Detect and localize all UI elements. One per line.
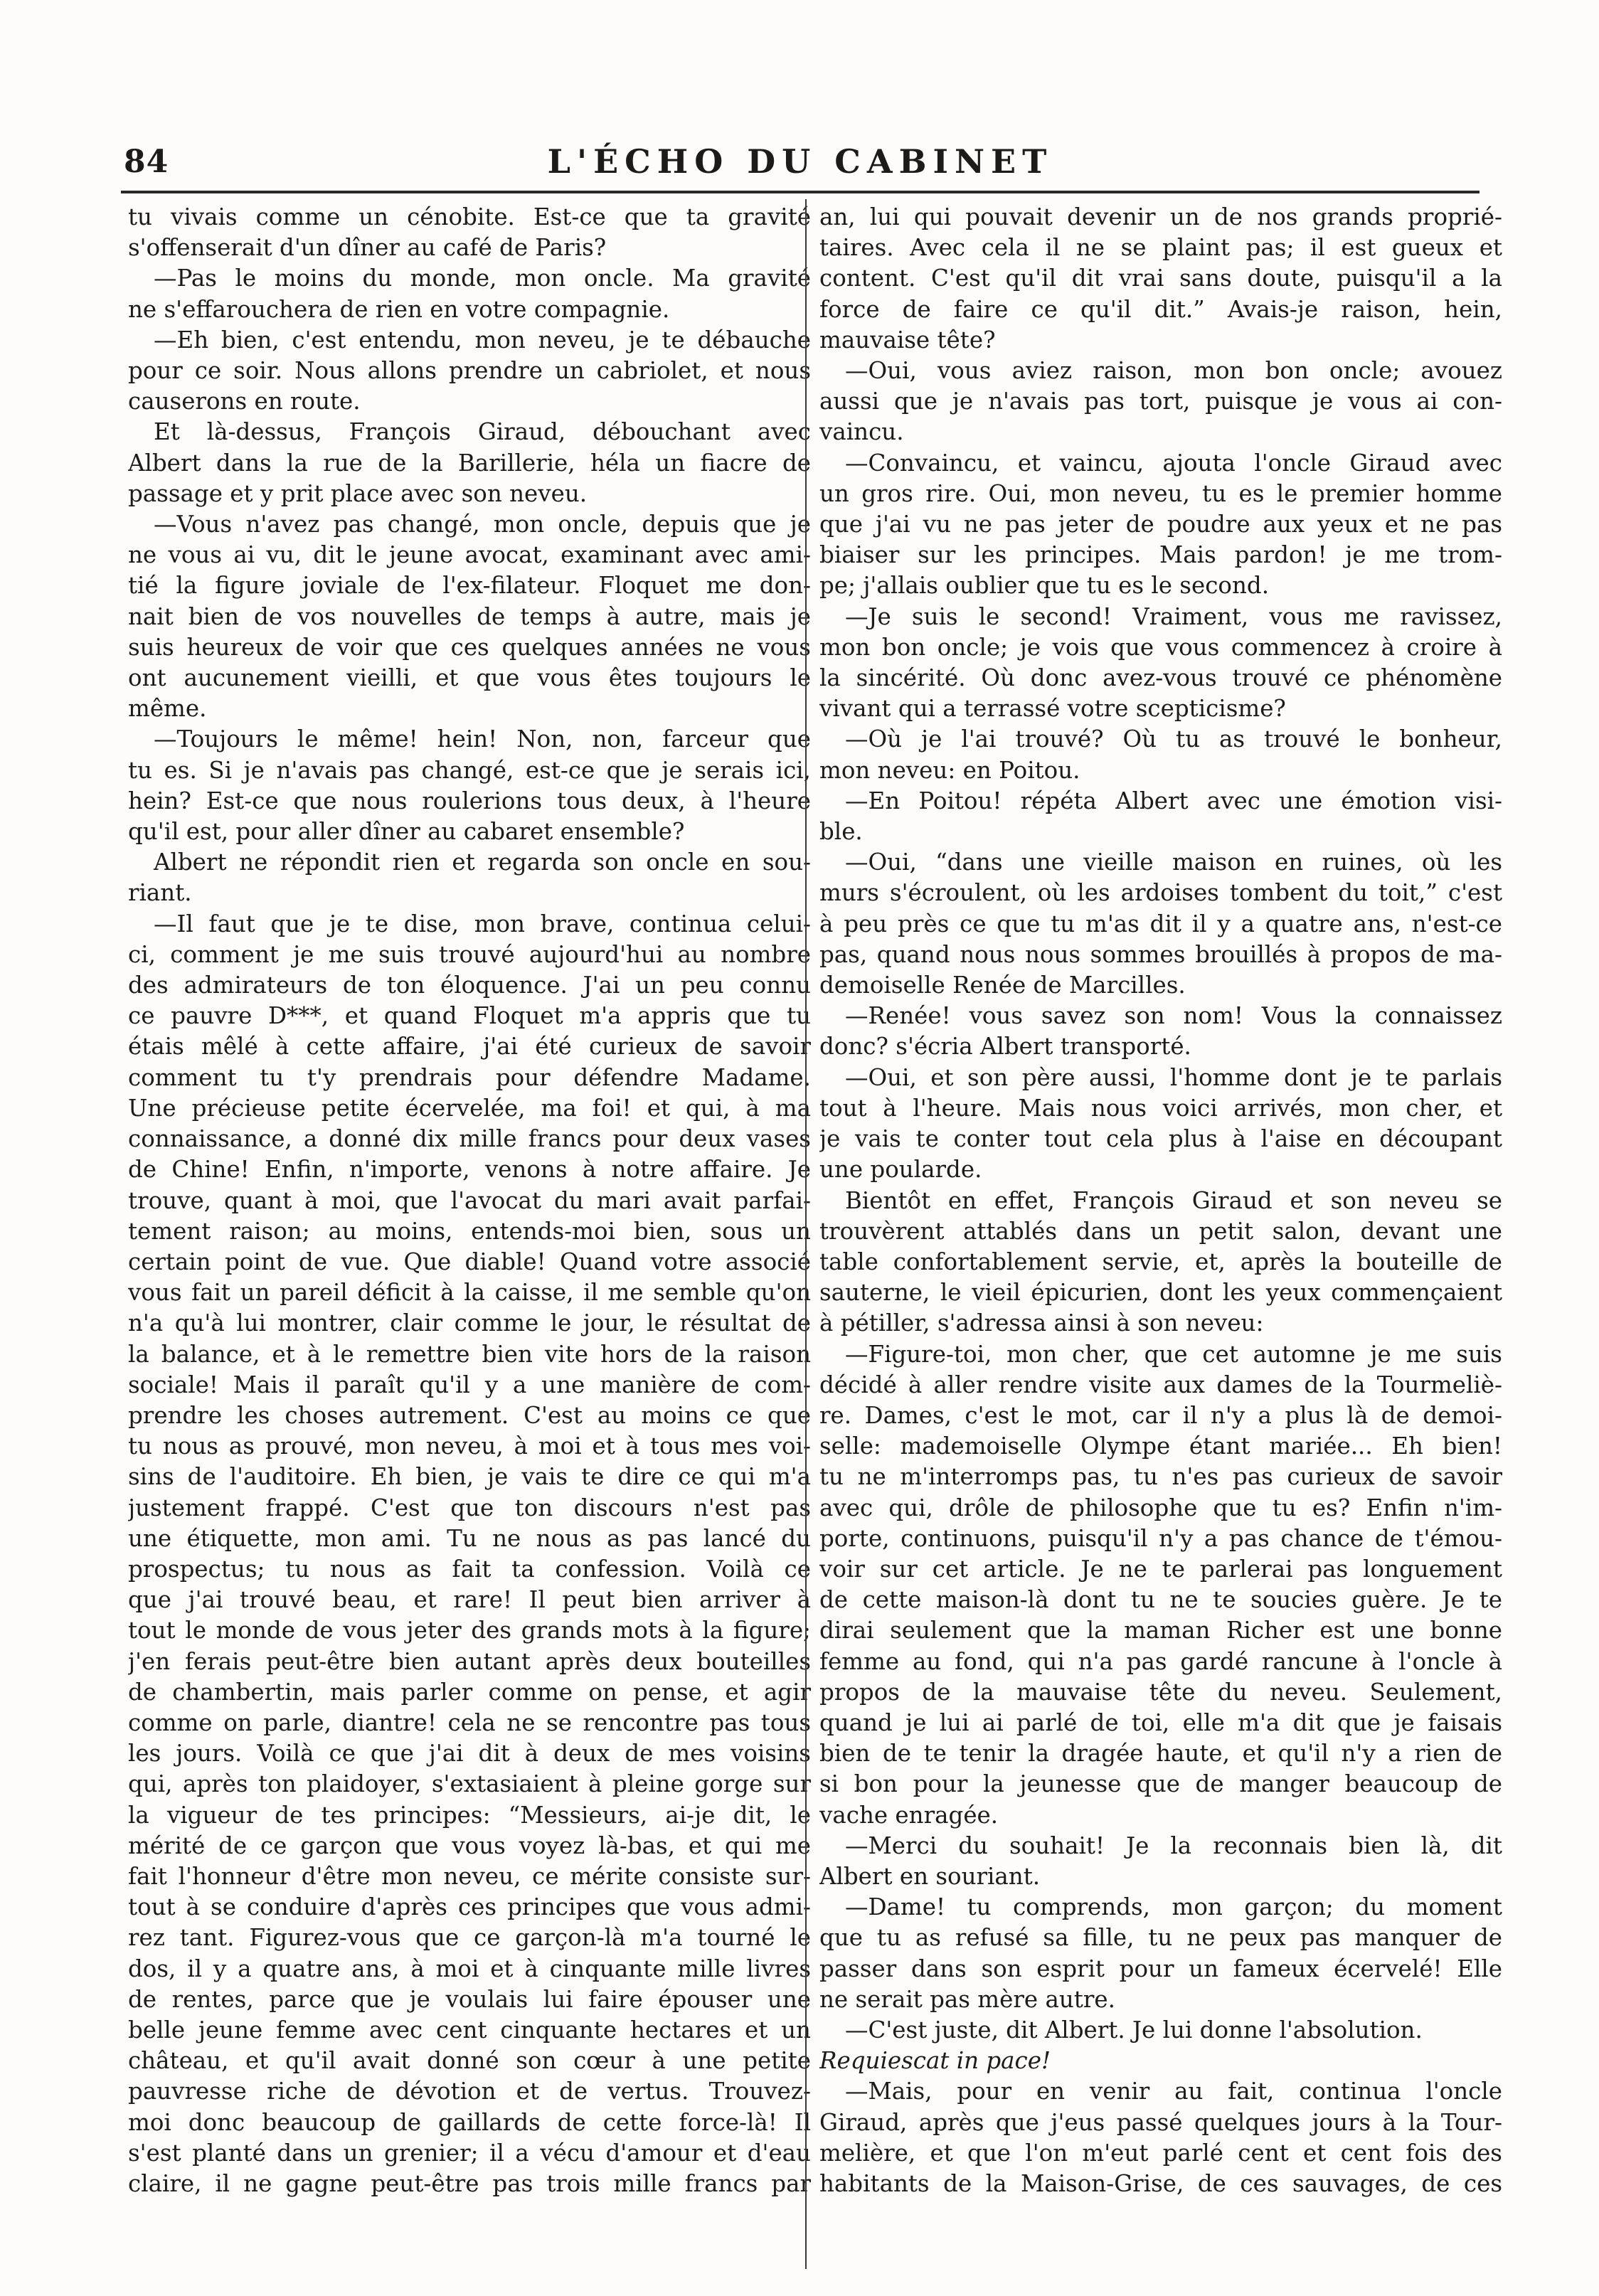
text-line: sauterne, le vieil épicurien, dont les yeux commençaient bbox=[819, 1279, 1502, 1307]
text-line: tout à se conduire d'après ces principes que vous admi- bbox=[128, 1893, 811, 1921]
text-line: comme on parle, diantre! cela ne se rencontre pas tous bbox=[128, 1708, 811, 1736]
text-line: tu vivais comme un cénobite. Est-ce que ta gravité bbox=[128, 203, 811, 230]
text-line: porte, continuons, puisqu'il n'y a pas chance de t'émou- bbox=[819, 1524, 1502, 1552]
text-line: de chambertin, mais parler comme on pense, et agir bbox=[128, 1678, 811, 1706]
text-line: une poularde. bbox=[819, 1156, 982, 1184]
text-line: —Renée! vous savez son nom! Vous la connaissez bbox=[845, 1002, 1502, 1030]
text-line: tement raison; au moins, entends-moi bien, sous un bbox=[128, 1217, 811, 1245]
text-line: —Eh bien, c'est entendu, mon neveu, je te débauche bbox=[154, 326, 811, 354]
text-line: ce pauvre D***, et quand Floquet m'a appris que tu bbox=[128, 1002, 811, 1030]
text-line: taires. Avec cela il ne se plaint pas; il est gueux et bbox=[819, 234, 1502, 262]
text-line: causerons en route. bbox=[128, 388, 361, 415]
text-line: tu ne m'interromps pas, tu n'es pas curieux de savoir bbox=[819, 1463, 1502, 1491]
text-line: riant. bbox=[128, 879, 192, 907]
text-line: propos de la mauvaise tête du neveu. Seulement, bbox=[819, 1678, 1502, 1706]
text-line: tout à l'heure. Mais nous voici arrivés, mon cher, et bbox=[819, 1094, 1502, 1122]
text-line: des admirateurs de ton éloquence. J'ai un peu connu bbox=[128, 972, 811, 999]
text-line: Albert ne répondit rien et regarda son oncle en sou- bbox=[154, 849, 811, 876]
text-line: n'a qu'à lui montrer, clair comme le jour, le résultat de bbox=[128, 1309, 811, 1337]
text-line: pauvresse riche de dévotion et de vertus. Trouvez- bbox=[128, 2078, 811, 2105]
text-line: —Figure-toi, mon cher, que cet automne je me suis bbox=[845, 1340, 1502, 1368]
text-line: j'en ferais peut-être bien autant après deux bouteilles bbox=[128, 1647, 811, 1675]
text-line: bien de te tenir la dragée haute, et qu'il n'y a rien de bbox=[819, 1740, 1502, 1768]
text-line: donc? s'écria Albert transporté. bbox=[819, 1033, 1191, 1061]
text-line: la sincérité. Où donc avez-vous trouvé ce phénomène bbox=[819, 664, 1502, 692]
text-line: —Mais, pour en venir au fait, continua l'oncle bbox=[845, 2078, 1502, 2105]
text-line: —Dame! tu comprends, mon garçon; du moment bbox=[845, 1893, 1502, 1921]
text-line: —C'est juste, dit Albert. Je lui donne l'absolution. bbox=[845, 2016, 1423, 2043]
text-line: ne s'effaroucherа de rien en votre compagnie. bbox=[128, 295, 670, 323]
text-line: vivant qui a terrassé votre scepticisme? bbox=[819, 695, 1286, 723]
text-line: quand je lui ai parlé de toi, elle m'a dit que je faisais bbox=[819, 1708, 1502, 1736]
text-line: étais mêlé à cette affaire, j'ai été curieux de savoir bbox=[128, 1033, 811, 1061]
text-line: pas, quand nous nous sommes brouillés à propos de ma- bbox=[819, 940, 1502, 968]
text-line: hein? Est-ce que nous roulerions tous deux, à l'heure bbox=[128, 787, 811, 814]
text-line: même. bbox=[128, 695, 207, 723]
text-line: table confortablement servie, et, après la bouteille de bbox=[819, 1248, 1502, 1275]
text-line: Une précieuse petite écervelée, ma foi! et qui, à ma bbox=[128, 1094, 811, 1122]
text-line: suis heureux de voir que ces quelques années ne vous bbox=[128, 633, 811, 661]
column-divider bbox=[805, 199, 807, 2269]
text-line: ont aucunement vieilli, et que vous êtes toujours le bbox=[128, 664, 811, 692]
text-line: dos, il y a quatre ans, à moi et à cinquante mille livres bbox=[128, 1955, 811, 1982]
text-line: si bon pour la jeunesse que de manger beaucoup de bbox=[819, 1770, 1502, 1798]
text-line: pe; j'allais oublier que tu es le second. bbox=[819, 572, 1270, 600]
text-line: —Vous n'avez pas changé, mon oncle, depuis que je bbox=[154, 511, 811, 538]
text-line: prospectus; tu nous as fait ta confession. Voilà ce bbox=[128, 1555, 811, 1583]
text-line: tout le monde de vous jeter des grands mots à la figure; bbox=[128, 1617, 811, 1644]
text-line: voir sur cet article. Je ne te parlerai pas longuement bbox=[819, 1555, 1502, 1583]
text-line: les jours. Voilà ce que j'ai dit à deux de mes voisins bbox=[128, 1740, 811, 1768]
text-line: —Oui, “dans une vieille maison en ruines, où les bbox=[845, 849, 1502, 876]
text-line: passage et y prit place avec son neveu. bbox=[128, 479, 588, 507]
text-line: la vigueur de tes principes: “Messieurs, ai-je dit, le bbox=[128, 1801, 811, 1829]
text-line: —Merci du souhait! Je la reconnais bien là, dit bbox=[845, 1832, 1502, 1859]
text-line: trouvèrent attablés dans un petit salon, devant une bbox=[819, 1217, 1502, 1245]
text-line: à pétiller, s'adressa ainsi à son neveu: bbox=[819, 1309, 1264, 1337]
text-line: —Pas le moins du monde, mon oncle. Ma gravité bbox=[154, 265, 811, 292]
text-line: la balance, et à le remettre bien vite hors de la raison bbox=[128, 1340, 811, 1368]
text-line: —Où je l'ai trouvé? Où tu as trouvé le bonheur, bbox=[845, 726, 1502, 753]
text-line: ne vous ai vu, dit le jeune avocat, examinant avec ami- bbox=[128, 541, 811, 569]
text-line: biaiser sur les principes. Mais pardon! je me trom- bbox=[819, 541, 1502, 569]
text-line: s'est planté dans un grenier; il a vécu d'amour et d'eau bbox=[128, 2139, 811, 2167]
text-line: trouve, quant à moi, que l'avocat du mari avait parfai- bbox=[128, 1186, 811, 1214]
text-line: re. Dames, c'est le mot, car il n'y a plus là de demoi- bbox=[819, 1401, 1502, 1429]
text-line: an, lui qui pouvait devenir un de nos grands proprié- bbox=[819, 203, 1502, 230]
text-line: ci, comment je me suis trouvé aujourd'hui au nombre bbox=[128, 940, 811, 968]
text-line: mon neveu: en Poitou. bbox=[819, 756, 1080, 784]
text-line: Et là-dessus, François Giraud, débouchant avec bbox=[154, 418, 811, 446]
text-line: habitants de la Maison-Grise, de ces sauvages, de ces bbox=[819, 2170, 1502, 2197]
text-line: passer dans son esprit pour un fameux écervelé! Elle bbox=[819, 1955, 1502, 1982]
text-line: tié la figure joviale de l'ex-filateur. Floquet me don- bbox=[128, 572, 811, 600]
text-line: connaissance, a donné dix mille francs pour deux vases bbox=[128, 1125, 811, 1153]
text-line: de cette maison-là dont tu ne te soucies guère. Je te bbox=[819, 1586, 1502, 1614]
text-line: —En Poitou! répéta Albert avec une émotion visi- bbox=[845, 787, 1502, 814]
text-line: sins de l'auditoire. Eh bien, je vais te dire ce qui m'a bbox=[128, 1463, 811, 1491]
text-line: qui, après ton plaidoyer, s'extasiaient à pleine gorge sur bbox=[128, 1770, 811, 1798]
header-rule bbox=[121, 191, 1480, 193]
text-line: Bientôt en effet, François Giraud et son neveu se bbox=[845, 1186, 1502, 1214]
text-line: mérité de ce garçon que vous voyez là-bas, et qui me bbox=[128, 1832, 811, 1859]
text-line: —Je suis le second! Vraiment, vous me ravissez, bbox=[845, 602, 1502, 630]
text-line: dirai seulement que la maman Richer est une bonne bbox=[819, 1617, 1502, 1644]
text-line: certain point de vue. Que diable! Quand votre associé bbox=[128, 1248, 811, 1275]
text-line: nait bien de vos nouvelles de temps à autre, mais je bbox=[128, 602, 811, 630]
running-title: L'ÉCHO DU CABINET bbox=[547, 142, 1053, 181]
text-line: tu es. Si je n'avais pas changé, est-ce que je serais ici, bbox=[128, 756, 811, 784]
text-line: de rentes, parce que je voulais lui faire épouser une bbox=[128, 1985, 811, 2013]
text-line: Albert dans la rue de la Barillerie, héla un fiacre de bbox=[128, 449, 811, 477]
text-line: force de faire ce qu'il dit.” Avais-je raison, hein, bbox=[819, 295, 1502, 323]
text-line: femme au fond, qui n'a pas gardé rancune à l'oncle à bbox=[819, 1647, 1502, 1675]
text-line: —Oui, vous aviez raison, mon bon oncle; avouez bbox=[845, 357, 1502, 385]
text-line: pour ce soir. Nous allons prendre un cabriolet, et nous bbox=[128, 357, 811, 385]
text-line: avec qui, drôle de philosophe que tu es? Enfin n'im- bbox=[819, 1494, 1502, 1521]
text-line: que j'ai trouvé beau, et rare! Il peut bien arriver à bbox=[128, 1586, 811, 1614]
text-line: ble. bbox=[819, 818, 863, 846]
text-line: ne serait pas mère autre. bbox=[819, 1985, 1115, 2013]
text-line: sociale! Mais il paraît qu'il y a une manière de com- bbox=[128, 1371, 811, 1398]
text-line: de Chine! Enfin, n'importe, venons à notre affaire. Je bbox=[128, 1156, 811, 1184]
text-line: content. C'est qu'il dit vrai sans doute, puisqu'il a la bbox=[819, 265, 1502, 292]
text-line: que j'ai vu ne pas jeter de poudre aux yeux et ne pas bbox=[819, 511, 1502, 538]
left-column bbox=[128, 202, 811, 2199]
right-column bbox=[819, 202, 1502, 2199]
text-line: murs s'écroulent, où les ardoises tombent du toit,” c'est bbox=[819, 879, 1502, 907]
text-line: —Convaincu, et vaincu, ajouta l'oncle Giraud avec bbox=[845, 449, 1502, 477]
text-line: aussi que je n'avais pas tort, puisque je vous ai con- bbox=[819, 388, 1502, 415]
page-header bbox=[121, 139, 1480, 184]
text-line: selle: mademoiselle Olympe étant mariée... Eh bien! bbox=[819, 1433, 1502, 1460]
text-line: moi donc beaucoup de gaillards de cette force-là! Il bbox=[128, 2108, 811, 2136]
text-line: mauvaise tête? bbox=[819, 326, 996, 354]
text-line: Requiescat in pace! bbox=[819, 2047, 1051, 2075]
text-line: vache enragée. bbox=[819, 1801, 999, 1829]
text-line: fait l'honneur d'être mon neveu, ce mérite consiste sur- bbox=[128, 1862, 811, 1890]
text-line: rez tant. Figurez-vous que ce garçon-là m'a tourné le bbox=[128, 1924, 811, 1952]
text-line: un gros rire. Oui, mon neveu, tu es le premier homme bbox=[819, 479, 1502, 507]
text-line: —Oui, et son père aussi, l'homme dont je te parlais bbox=[845, 1063, 1502, 1091]
text-line: tu nous as prouvé, mon neveu, à moi et à tous mes voi- bbox=[128, 1433, 811, 1460]
text-line: une étiquette, mon ami. Tu ne nous as pas lancé du bbox=[128, 1524, 811, 1552]
text-line: qu'il est, pour aller dîner au cabaret ensemble? bbox=[128, 818, 685, 846]
text-line: demoiselle Renée de Marcilles. bbox=[819, 972, 1186, 999]
text-line: comment tu t'y prendrais pour défendre Madame. bbox=[128, 1063, 811, 1091]
text-line: —Toujours le même! hein! Non, non, farceur que bbox=[154, 726, 811, 753]
text-line: s'offenserait d'un dîner au café de Paris? bbox=[128, 234, 607, 262]
text-line: Albert en souriant. bbox=[819, 1862, 1041, 1890]
text-line: claire, il ne gagne peut-être pas trois mille francs par bbox=[128, 2170, 811, 2197]
page-number: 84 bbox=[124, 144, 169, 180]
text-line: vous fait un pareil déficit à la caisse, il me semble qu'on bbox=[128, 1279, 811, 1307]
text-line: je vais te conter tout cela plus à l'aise en découpant bbox=[819, 1125, 1502, 1153]
text-line: château, et qu'il avait donné son cœur à une petite bbox=[128, 2047, 811, 2075]
text-line: belle jeune femme avec cent cinquante hectares et un bbox=[128, 2016, 811, 2043]
text-line: que tu as refusé sa fille, tu ne peux pas manquer de bbox=[819, 1924, 1502, 1952]
text-line: melière, et que l'on m'eut parlé cent et cent fois des bbox=[819, 2139, 1502, 2167]
text-line: décidé à aller rendre visite aux dames de la Tourmeliè- bbox=[819, 1371, 1502, 1398]
text-line: Giraud, après que j'eus passé quelques jours à la Tour- bbox=[819, 2108, 1502, 2136]
text-line: mon bon oncle; je vois que vous commencez à croire à bbox=[819, 633, 1502, 661]
text-line: vaincu. bbox=[819, 418, 904, 446]
text-line: —Il faut que je te dise, mon brave, continua celui- bbox=[154, 910, 811, 937]
text-line: à peu près ce que tu m'as dit il y a quatre ans, n'est-ce bbox=[819, 910, 1502, 937]
text-line: justement frappé. C'est que ton discours n'est pas bbox=[128, 1494, 811, 1521]
text-line: prendre les choses autrement. C'est au moins ce que bbox=[128, 1401, 811, 1429]
